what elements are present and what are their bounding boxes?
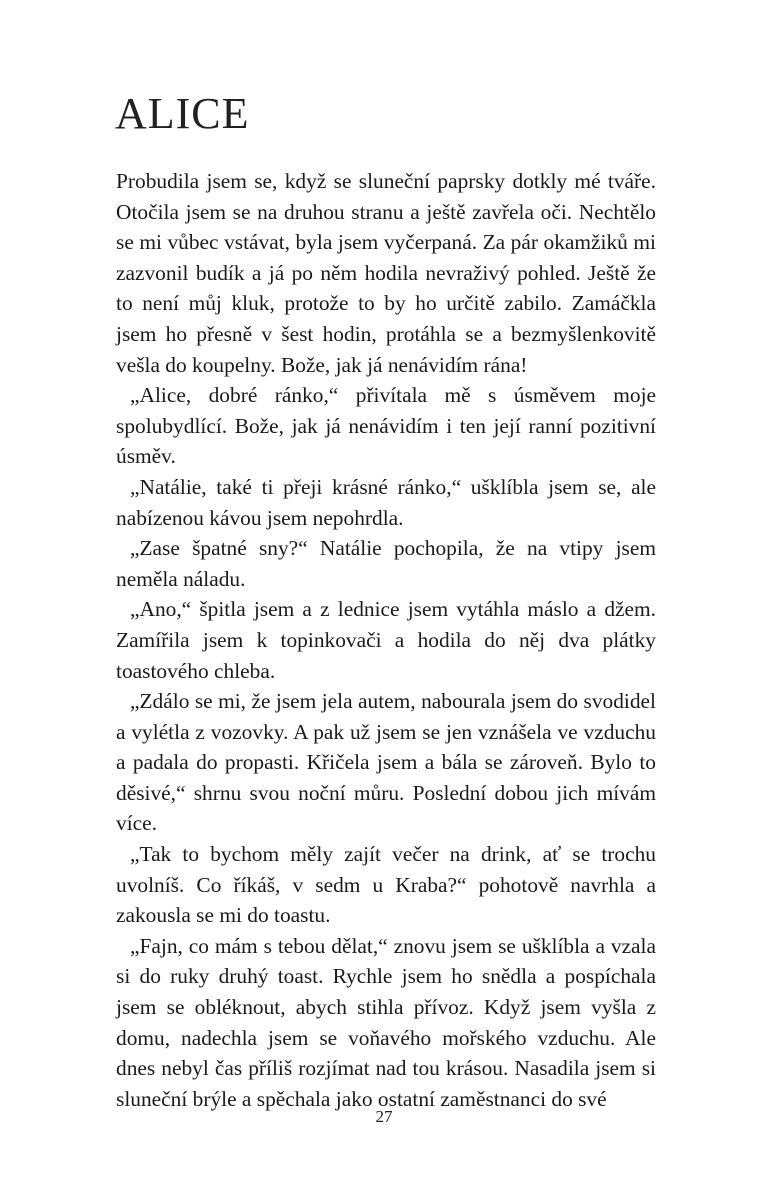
paragraph-7: „Tak to bychom měly zajít večer na drink, ať se trochu uvolníš. Co říkáš, v sedm u Kraba?“ pohotově navrhla a zakousla se mi do toastu.: [116, 842, 656, 928]
paragraph-6: „Zdálo se mi, že jsem jela autem, nabourala jsem do svodidel a vylétla z vozovky. A pak už jsem se jen vznášela ve vzduchu a padala do propasti. Křičela jsem a bála se zároveň. Bylo to děsivé,“ shrnu svou noční můru. Poslední dobou jich mívám více.: [116, 689, 656, 836]
paragraph-4: „Zase špatné sny?“ Natálie pochopila, že na vtipy jsem neměla náladu.: [116, 536, 656, 591]
paragraph-8: „Fajn, co mám s tebou dělat,“ znovu jsem se ušklíbla a vzala si do ruky druhý toast. Rychle jsem ho snědla a pospíchala jsem se obléknout, abych stihla přívoz. Když jsem vyšla z domu, nadechla jsem se voňavého mořského vzduchu. Ale dnes nebyl čas příliš rozjímat nad tou krásou. Nasadila jsem si sluneční brýle a spěchala jako ostatní zaměstnanci do své: [116, 933, 656, 1111]
body-text: [116, 166, 656, 1114]
paragraph-5: „Ano,“ špitla jsem a z lednice jsem vytáhla máslo a džem. Zamířila jsem k topinkovači a hodila do něj dva plátky toastového chleba.: [116, 597, 656, 683]
paragraph-3: „Natálie, také ti přeji krásné ránko,“ ušklíbla jsem se, ale nabízenou kávou jsem nepohrdla.: [116, 474, 656, 530]
chapter-title: ALICE: [115, 89, 250, 138]
paragraph-1: Probudila jsem se, když se sluneční paprsky dotkly mé tváře. Otočila jsem se na druhou stranu a ještě zavřela oči. Nechtělo se mi vůbec vstávat, byla jsem vyčerpaná. Za pár okamžiků mi zazvonil budík a já po něm hodila nevraživý pohled. Ještě že to není můj kluk, protože to by ho určitě zabilo. Zamáčkla jsem ho přesně v šest hodin, protáhla se a bezmyšlenkovitě vešla do koupelny. Bože, jak já nenávidím rána!: [116, 169, 656, 377]
page-number: 27: [375, 1107, 393, 1126]
paragraph-2: „Alice, dobré ránko,“ přivítala mě s úsměvem moje spolubydlící. Bože, jak já nenávidím i ten její ranní pozitivní úsměv.: [116, 383, 656, 469]
